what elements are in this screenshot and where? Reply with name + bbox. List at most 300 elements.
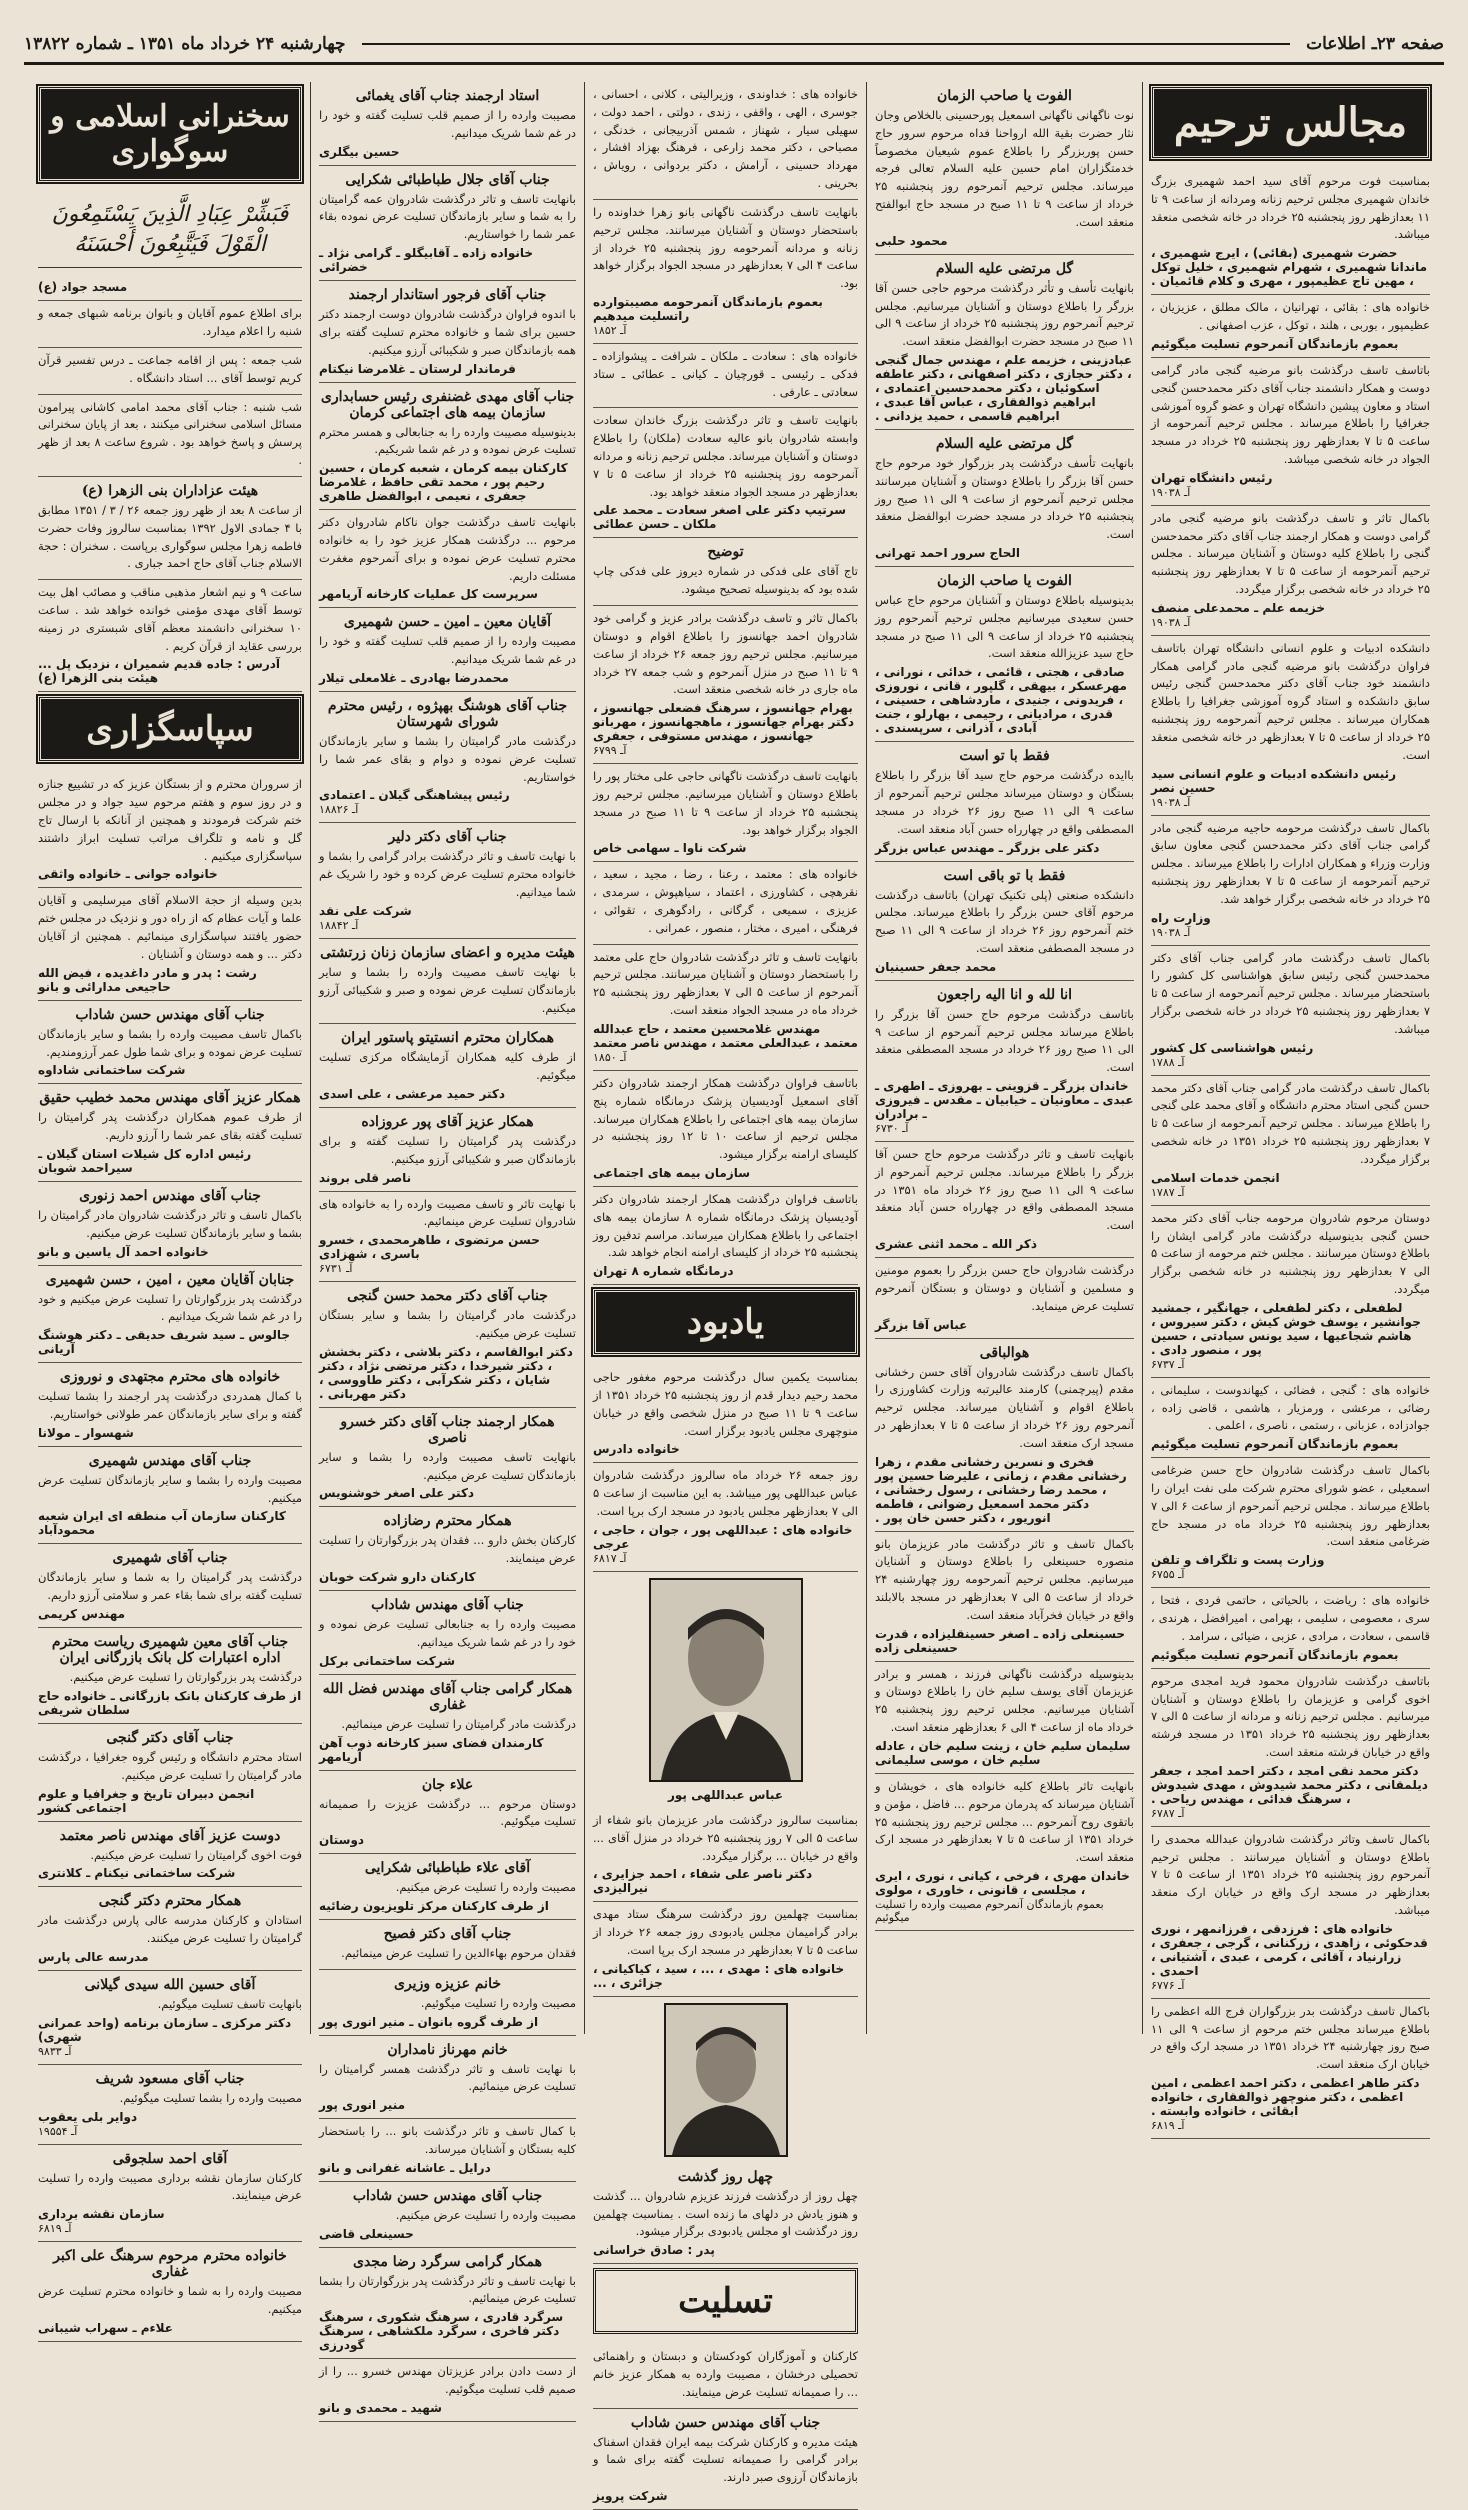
notice-body: مصیبت وارده را تسلیت میگوئیم.: [420, 1995, 576, 2010]
notice: [319, 2119, 576, 2182]
notice: [38, 2145, 302, 2243]
notice-title: الفوت یا صاحب الزمان: [937, 573, 1072, 589]
column-3: [584, 82, 866, 2504]
col2-notices: [875, 82, 1134, 1931]
notice: [319, 166, 576, 281]
notice: [319, 82, 576, 166]
notice-code: آـ ۱۹۵۵۴: [38, 2124, 78, 2138]
notice-body: درگذشت پدر بزرگوارتان را تسلیت عرض میکنیم و خود را در غم شما شریک میدانیم .: [38, 1291, 302, 1324]
verse-signature: [38, 274, 302, 301]
notice-signature: کارکنان دارو شرکت خوبان: [319, 1570, 476, 1585]
notice-signature: محمدرضا بهادری ـ غلامعلی تیلار: [319, 671, 509, 685]
notice-signature: مدرسه عالی پارس: [38, 1949, 149, 1964]
notice: [38, 1084, 302, 1182]
notice: [38, 1971, 302, 2065]
notice-title: هیئت مدیره و اعضای سازمان زنان زرتشتی: [320, 944, 575, 961]
notice-signature: خانواده های : مهدی ، ... ، سید ، کیاکیانی ، جزائری ، ...: [593, 1961, 845, 1990]
notice: [38, 772, 302, 888]
notice: [319, 692, 576, 823]
issue-date: چهارشنبه ۲۴ خرداد ماه ۱۳۵۱ ـ شماره ۱۳۸۲۲: [24, 34, 346, 54]
notice-body: بدینوسیله باطلاع دوستان و آشنایان مرحوم حاج عباس حسن سعیدی میرسانیم مجلس ترحیم آنمرحوم روز پنجشنبه ۲۵ خرداد از ساعت ۹ الی ۱۱ صبح در مسجد حاج سید عزیزالله منعقد است.: [875, 593, 1134, 661]
notice-body: مصیبت وارده را از صمیم قلب تسلیت گفته و خود را در غم شما شریک میدانیم.: [319, 634, 576, 667]
notice-signature: محمد جعفر حسینیان: [875, 959, 997, 974]
notice: [1151, 506, 1430, 636]
notice-body: خانواده های : خداوندی ، وزیرالیتی ، کلانی ، احسانی ، جوسری ، الهی ، واقفی ، زندی ، دولتی ، احمد دولت ، سهیلی سیار ، شهناز ، شمس آذربیجانی ، خدنگی ، مصباحی ، دکتر محمد زارعی ، فرهنگ بهزاد افشار ، مهرداد حسینی ، آرامش ، دکتر بردوانی ، رویاش ، بحرینی .: [593, 87, 858, 191]
notice-title: هیئت عزاداران بنی الزهرا (ع): [81, 482, 259, 499]
notice-body: استاد محترم دانشگاه و رئیس گروه جغرافیا ، درگذشت مادر گرامیتان را تسلیت عرض میکنیم.: [38, 1749, 302, 1782]
banner-yadbud: یادبود: [593, 1289, 858, 1355]
notice-body: بدینوسیله درگذشت ناگهانی فرزند ، همسر و برادر عزیزمان آقای یوسف سلیم خان را باطلاع دوستان و آشنایان میرسانیم. مجلس ترحیم روز پنجشنبه ۲۵ خرداد ماه از ساعت ۴ الی ۶ بعدازظهر منعقد است.: [875, 1666, 1134, 1735]
portrait-1-image: [651, 1580, 801, 1780]
notice-code: آـ ۶۷۵۵: [1151, 1568, 1185, 1582]
notice-signature: دکتر محمد نقی امجد ، دکتر احمد امجد ، جعفر دیلمقانی ، دکتر محمد شیدوش ، مهدی شیدوش ، سرهنگ فدائی ، مهندس ریاحی .: [1151, 1763, 1428, 1806]
notice-body: بمناسبت سالروز درگذشت مادر عزیزمان بانو شفاء از ساعت ۵ الی ۷ روز پنجشنبه ۲۵ خرداد در منزل آقای ... واقع در خیابان ... برگزار میگردد.: [593, 1812, 858, 1863]
notice: [593, 2409, 858, 2510]
notice-signature: کارکنان سازمان آب منطقه ای ایران شعبه محمودآباد: [38, 1509, 286, 1538]
notice-body: مصیبت وارده را بشما تسلیت میگوئیم.: [119, 2090, 302, 2105]
notice-body: بانهایت تاسف تسلیت میگوئیم.: [157, 1996, 302, 2011]
notice: [875, 1532, 1134, 1662]
notice: [38, 301, 302, 348]
notice: [593, 1902, 858, 1996]
notice-body: خانواده های : معتمد ، رعنا ، رضا ، مجید ، سعید ، نقرهچی ، کشاورزی ، اعتماد ، سیاهپوش ، سرمدی ، عزیزی ، سمیعی ، گرگانی ، رادگوهری ، تقوائی ، فرهنگی ، امیری ، مختار ، منصور ، عمرانی .: [593, 867, 858, 935]
notice-signature: سرگرد قادری ، سرهنگ شکوری ، سرهنگ دکتر فاخری ، سرگرد ملکشاهی ، سرهنگ گودرزی: [319, 2310, 564, 2353]
notice-body: بانهایت تاسف و تاثر درگذشت مرحوم حاج حسن آقا بزرگر را باطلاع میرساند. مجلس ترحیم آنمرحوم از ساعت ۹ الی ۱۱ صبح روز ۲۶ خرداد ماه ۱۳۵۱ در مسجد المصطفی واقع در چهارراه حسن آباد منعقد است.: [875, 1147, 1134, 1233]
notice-body: برای اطلاع عموم آقایان و بانوان برنامه شبهای جمعه و شنبه را اعلام میدارد.: [38, 306, 302, 339]
notice-body: درگذشت مادر گرامیتان را تسلیت عرض مینمائیم.: [341, 1716, 576, 1731]
notice: [38, 1544, 302, 1628]
notice-title: استاد ارجمند جناب آقای یغمائی: [355, 88, 540, 104]
notice-body: از ساعت ۸ بعد از ظهر روز جمعه ۲۶ / ۳ / ۱۳۵۱ مطابق با ۴ جمادی الاول ۱۳۹۲ بمناسبت سالروز وفات حضرت فاطمه زهرا مجلس سوگواری برپاست . سخنران : حجة الاسلام جناب آقای حاج احمد جباری .: [38, 502, 303, 571]
notice-body: با نهایت تاسف و تاثر درگذشت برادر گرامی را بشما و خانواده محترم تسلیت عرض کرده و خود را شریک غم شما میدانیم.: [319, 849, 576, 900]
notice-body: کارکنان بخش دارو ... فقدان پدر بزرگوارتان را تسلیت عرض مینمایند.: [319, 1533, 576, 1566]
notice: [593, 606, 858, 764]
notice-code: آـ ۶۸۱۷: [593, 1551, 627, 1565]
notice-signature: درمانگاه شماره ۸ تهران: [593, 1264, 734, 1279]
notice-body: روز جمعه ۲۶ خرداد ماه سالروز درگذشت شادروان عباس عبداللهی پور میباشد. به این مناسبت از ساعت ۵ الی ۷ بعدازظهر مجلس یادبود در مسجد ارک برپا است.: [593, 1468, 858, 1519]
notice-body: با اندوه فراوان درگذشت شادروان دوست ارجمند دکتر حسین برای شما و خانواده محترم تسلیت گفته برای همه بازماندگان صبر و شکیبائی آرزو میکنیم.: [319, 307, 576, 357]
notice-body: دانشکده صنعتی (پلی تکنیک تهران) باتاسف درگذشت مرحوم آقای حسن بزرگر را باطلاع میرساند. مجلس ختم آنمرحوم روز ۲۶ خرداد از ساعت ۹ الی ۱۱ صبح در مسجد المصطفی منعقد است.: [875, 887, 1134, 955]
notice-signature: شرکت ناوا ـ سهامی خاص: [593, 841, 747, 856]
col3-yadbud: [593, 1365, 858, 1572]
notice-body: ساعت ۹ و نیم اشعار مذهبی مناقب و مصائب اهل بیت توسط آقای مهدی مؤمنی خوانده خواهد شد . ساعت ۱۰ سخنرانی دانشمند معظم آقای شبستری در زمینه بررسی عقاید از قرآن کریم .: [38, 585, 302, 653]
notice-code: آـ ۱۸۸۲۶: [319, 803, 359, 817]
notice: [38, 1447, 302, 1545]
notice-title: چهل روز گذشت: [677, 2168, 774, 2185]
notice-title: گل مرتضی علیه السلام: [935, 260, 1074, 277]
notice-body: از دست دادن برادر عزیزتان مهندس خسرو ... را از صمیم قلب تسلیت میگوئیم.: [319, 2364, 576, 2397]
notice: [593, 1463, 858, 1571]
notice: [319, 1024, 576, 1108]
notice-title: خانم عزیزه وزیری: [393, 1975, 502, 1992]
notice-body: شب شنبه : جناب آقای محمد امامی کاشانی پیرامون مسائل اسلامی سخنرانی میکنند ، بعد از پایان سخنرانی پرسش و پاسخ خواهد بود . شروع ساعت ۸ بعد از ظهر .: [38, 399, 302, 468]
notice-body: دانشکده ادبیات و علوم انسانی دانشگاه تهران باتاسف فراوان درگذشت بانو مرضیه گنجی مادر گرامی همکار دانشمند خود جناب آقای دکتر محمدحسن گنجی رئیس سابق دانشکده و استاد گروه آموزشی جغرافیا را باطلاع همکاران میرساند . مجلس ترحیم آنمرحومه روز پنجشنبه ۲۵ خرداد از ساعت ۵ تا ۷ بعدازظهر در خانه شخصی منعقد است.: [1151, 640, 1430, 762]
notice-signature: جالوس ـ سید شریف حدیقی ـ دکتر هوشنگ آریانی: [38, 1328, 291, 1357]
notice-body: بمناسبت فوت مرحوم آقای سید احمد شهمیری بزرگ خاندان شهمیری مجلس ترحیم زنانه ومردانه از ساعت ۹ تا ۱۱ بعدازظهر روز پنجشنبه ۲۵ خرداد در خانه شخصی منعقد میباشد.: [1151, 174, 1430, 242]
notice: [319, 1192, 576, 1283]
notice-body: باکمال تاسف درگذشت شادروان حاج حسن ضرغامی اسمعیلی ، عضو شورای محترم شرکت ملی نفت ایران را باطلاع میرساند . مجلس ترحیم آنمرحوم از ساعت ۶ الی ۷ بعدازظهر روز پنجشنبه ۲۵ خرداد ماه در مسجد حاج ضرغامی منعقد است.: [1151, 1463, 1431, 1549]
notice-signature: از طرف کارکنان مرکز تلویزیون رضائیه: [319, 1898, 549, 1913]
page-number: صفحه ۲۳ـ اطلاعات: [1306, 34, 1444, 54]
notice-title: جناب آقای دکتر گنجی: [106, 1729, 234, 1746]
notice-body: بانهایت تاسف و تاثر درگذشت بزرگ خاندان سعادت وابسته شادروان بانو عالیه سعادت (ملکان) را باطلاع دوستان و آشنایان میرساند. مجلس ترحیم زنانه و مردانه آنمرحومه روز پنجشنبه ۲۵ خرداد از ساعت ۵ تا ۷ بعدازظهر در مسجد الجواد منعقد خواهد بود.: [593, 413, 859, 499]
header-rule: [362, 43, 1291, 45]
notice-body: باتاسف درگذشت مرحوم حاج حسن آقا بزرگر را باطلاع میرساند مجلس ترحیم آنمرحوم از ساعت ۹ الی ۱۱ صبح روز ۲۶ خرداد در مسجد المصطفی منعقد است.: [875, 1006, 1134, 1075]
notice-signature: حسن مرتضوی ، طاهرمحمدی ، خسرو باسری ، شهزادی: [319, 1233, 540, 1262]
notice: [875, 981, 1134, 1142]
notice-body: از طرف کلیه همکاران آزمایشگاه مرکزی تسلیت میگوئیم.: [319, 1050, 576, 1083]
notice-signature: فخری و نسرین رخشانی مقدم ، زهرا رخشانی مقدم ، زمانی ، علیرضا حسین پور ، محمد رضا رخشانی ، رسول رخشانی ، دکتر محمد اسمعیل رضوانی ، فاطمه انوریور ، دکتر حسن خان پور .: [875, 1454, 1127, 1525]
notice-title: جناب آقای مهندس حسن شاداب: [352, 2187, 543, 2204]
notice: [319, 939, 576, 1024]
notice: [875, 430, 1134, 567]
notice-signature: دکتر علی اصغر خوشنویس: [319, 1486, 475, 1501]
notice-title: خانم مهرناز نامداران: [387, 2041, 508, 2058]
column-1: [1142, 82, 1438, 2133]
notice-code: آـ ۶۷۷۶: [1151, 1978, 1185, 1992]
notice-signature: دکتر ابوالقاسم ، دکتر بلاشی ، دکتر بخشش ، دکتر شیرخدا ، دکتر مرتضی نژاد ، دکتر شایان ، دکتر شکرآبی ، دکتر طاووسی ، دکتر مهربانی .: [319, 1344, 573, 1401]
notice-body: بمناسبت یکمین سال درگذشت مرحوم مغفور حاجی محمد رحیم دیدار قدم از روز پنجشنبه ۲۵ خرداد ۱۳۵۱ از ساعت ۹ تا ۱۱ صبح در منزل شخصی واقع در خیابان منوچهری مجلس یادبود برگزار است.: [593, 1370, 859, 1438]
notice-signature: الحاج سرور احمد تهرانی: [875, 546, 1020, 560]
notice-code: آـ ۶۷۹۹: [593, 744, 627, 758]
notice-signature: بهرام جهانسوز ، سرهنگ فضعلی جهانسوز ، دکتر بهرام جهانسوز ، ماهجهانسوز ، مهربانو جهانسوز ، مهندس مستوفی ، جعفری: [593, 701, 855, 744]
notice-title: همکاران محترم انستیتو پاستور ایران: [340, 1030, 555, 1047]
notice-code: آـ ۱۷۸۷: [1151, 1185, 1185, 1199]
notice-signature: رئیس دانشکده ادبیات و علوم انسانی سید حسین نصر: [1151, 766, 1397, 795]
column-5: [30, 82, 310, 2335]
notice-signature: از طرف کارکنان بانک بازرگانی ـ خانواده حاج سلطان شریفی: [38, 1688, 302, 1717]
notice: [1151, 1588, 1430, 1668]
notice-title: جناب آقای مسعود شریف: [95, 2070, 245, 2087]
notice: [875, 82, 1134, 255]
notice-body: خانواده های : ریاضت ، بالحیاتی ، حاتمی فردی ، فتحا ، سری ، معصومی ، سلیمی ، بهرامی ، امیرافضل ، هرندی ، قاسمی ، سعادت ، مرادی ، عزبی ، ضیائی ، سرامد .: [1151, 1593, 1430, 1643]
notice: [38, 1363, 302, 1447]
notice: [319, 1854, 576, 1920]
notice-signature: انجمن خدمات اسلامی: [1151, 1170, 1280, 1185]
notice-body: چهل روز از درگذشت فرزند عزیزم شادروان ... گذشت و هنوز یادش در دلهای ما زنده است . بمناسبت چهلمین روز درگذشت او مجلس یادبودی برگزار میشود.: [593, 2188, 858, 2239]
notice: [319, 1408, 576, 1508]
notice-body: باتاسف فراوان درگذشت همکار ارجمند شادروان دکتر آقای اسمعیل آودیسیان پزشک درمانگاه شماره پنج سازمان بیمه های اجتماعی را باطلاع همکاران میرساند. مجلس ترحیم از ساعت ۱۰ تا ۱۲ روز پنجشنبه در کلیسای ارامنه برگزار میشود.: [593, 1075, 858, 1162]
notice: [319, 1591, 576, 1675]
notice-signature: شرکت ساختمانی برکل: [319, 1653, 456, 1668]
notice-signature: سرتیپ دکتر علی اصغر سعادت ـ محمد علی ملکان ـ حسن عطائی: [593, 503, 846, 532]
notice-body: بانهایت تاسف و تاثر درگذشت شادروان حاج علی معتمد را باستحضار دوستان و آشنایان میرسانند. مجلس ترحیم آنمرحوم از ساعت ۵ الی ۷ بعدازظهر روز پنجشنبه ۲۵ خرداد ماه در مسجد الجواد منعقد است.: [593, 949, 858, 1018]
notice-title: جناب آقای مهدی غضنفری رئیس حسابداری سازمان بیمه های اجتماعی کرمان: [320, 388, 575, 421]
notice: [1151, 636, 1430, 816]
notice: [319, 1507, 576, 1591]
col3-taslit: [593, 2344, 858, 2510]
notice-body: مصیبت وارده را تسلیت عرض میکنیم.: [395, 2207, 576, 2222]
notice-title: جناب آقای دکتر فصیح: [383, 1925, 512, 1942]
notice: [38, 1182, 302, 1266]
notice-title: جناب آقای فرجور استاندار ارجمند: [348, 287, 547, 304]
notice-code: آـ ۱۸۸۴۲: [319, 918, 359, 932]
notice: [1151, 946, 1430, 1076]
notice-title: جناب آقای مهندس حسن شاداب: [75, 1006, 265, 1023]
notice-title: همکار محترم رضازاده: [383, 1513, 512, 1530]
notice-body: درگذشت مادر گرامیتان را بشما و سایر بستگان تسلیت عرض میکنیم.: [319, 1308, 576, 1340]
notice: [1151, 1669, 1430, 1827]
notice-code: آـ ۱۸۵۰: [593, 1050, 627, 1064]
notice-code: آـ ۹۸۳۳: [38, 2044, 72, 2058]
col4-notices: [319, 82, 576, 2422]
notice-body: بانهایت تأسف و تأثر درگذشت مرحوم حاجی حسن آقا بزرگر را باطلاع دوستان و آشنایان میرسانیم. مجلس ترحیم آنمرحوم روز پنجشنبه ۲۵ خرداد از ساعت ۹ الی ۱۱ صبح در مسجد حضرت ابوالفضل منعقد است.: [875, 280, 1134, 349]
notice-body: بانهایت تاسف درگذشت ناگهانی بانو زهرا خداونده را باستحضار دوستان و آشنایان میرسانند. مجلس ترحیم زنانه و مردانه آنمرحومه روز پنجشنبه ۲۵ خرداد از ساعت ۴ الی ۷ بعدازظهر در مسجد الجواد برگزار خواهد بود.: [593, 204, 858, 291]
col5-notices: [38, 301, 302, 692]
notice-body: درگذشت مادر گرامیتان را بشما و سایر بازماندگان تسلیت عرض نموده و دوام و بقای عمر شما را خواستاریم.: [319, 734, 576, 784]
notice-signature: سازمان بیمه های اجتماعی: [593, 1165, 751, 1180]
notice: [319, 2182, 576, 2248]
notice-title: انا لله و انا الیه راجعون: [936, 986, 1073, 1003]
notice-title: جنابان آقایان معین ، امین ، حسن شهمیری: [45, 1271, 295, 1288]
notice-title: فقط با تو باقی است: [943, 867, 1066, 884]
notice-title: گل مرتضی علیه السلام: [935, 435, 1074, 452]
notice-signature: بعموم بازماندگان آنمرحوم تسلیت میگوئیم: [1151, 1647, 1399, 1662]
notice-body: از طرف عموم همکاران درگذشت پدر گرامیتان را تسلیت گفته بقای عمر شما را آرزو داریم.: [38, 1110, 302, 1143]
notice-signature: حسینعلی قاضی: [319, 2226, 414, 2241]
notice-signature: آدرس : جاده قدیم شمیران ، نزدیک پل ... هیئت بنی الزهرا (ع): [38, 657, 280, 686]
notice-body: بانهایت تاثر باطلاع کلیه خانواده های ، خویشان و آشنایان میرساند که پدرمان مرحوم ... فاضل ، مؤمن و باتقوی روح آنمرحوم ... مجلس ترحیم روز پنجشنبه ۲۵ خرداد ۱۳۵۱ از ساعت ۵ تا ۷ بعدازظهر در مسجد ارک منعقد است.: [875, 1778, 1134, 1865]
notice: [1151, 295, 1430, 358]
notice-signature: دکتر ناصر علی شفاء ، احمد جزایری ، نیرالیزدی: [593, 1867, 813, 1896]
notice: [319, 608, 576, 692]
notice: [38, 888, 302, 1000]
notice-body: بانهایت تاسف مصیبت وارده را بشما و سایر بازماندگان تسلیت عرض میکنیم.: [319, 1449, 576, 1482]
notice: [319, 1771, 576, 1855]
notice-signature: رئیس اداره کل شیلات استان گیلان ـ سیراحمد شوبان: [38, 1146, 252, 1175]
notice-signature: دکتر حمید مرعشی ، علی اسدی: [319, 1086, 505, 1101]
notice: [875, 1339, 1134, 1532]
notice: [875, 255, 1134, 430]
notice-signature: شهید ـ محمدی و بانو: [319, 2400, 442, 2415]
notice-title: آقای حسین الله سیدی گیلانی: [84, 1976, 256, 1993]
notice-signature: سلیمان سلیم خان ، زینت سلیم خان ، عادله سلیم خان ، موسی سلیمانی: [875, 1738, 1131, 1767]
notice-body: باکمال تاسف درگذشت مادر گرامی جناب آقای دکتر محمدحسن گنجی رئیس سابق هواشناسی کل کشور را باستحضار میرساند . مجلس ترحیم آنمرحومه از ساعت ۵ تا ۷ بعدازظهر روز پنجشنبه ۲۵ خرداد در خانه شخصی برگزار میباشد.: [1151, 950, 1430, 1036]
notice-signature: خاندان مهری ، فرخی ، کیانی ، نوری ، ایری ، مجلسی ، قانونی ، خاوری ، مولوی: [875, 1868, 1130, 1897]
notice-signature: حضرت شهمیری (بقائی) ، ایرج شهمیری ، ماندانا شهمیری ، شهرام شهمیری ، خلیل توکل ، مهین تاج عظیمپور ، مهری و کلام قائمیان .: [1151, 246, 1428, 289]
notice-signature: حسین بیگلری: [319, 144, 400, 159]
notice-body: باکمال تاسف درگذشت بدر بزرگواران فرج الله اعظمی را باطلاع میرساند مجلس ختم مرحوم از ساعت ۹ الی ۱۱ صبح روز چهارشنبه ۲۴ خرداد ۱۳۵۱ در مسجد ارک واقع در خیابان ارک منعقد است.: [1151, 2003, 1430, 2072]
notice-title: توضیح: [707, 544, 744, 561]
notice-body: مصیبت وارده را به شما و خانواده محترم تسلیت عرض میکنیم.: [38, 2284, 302, 2316]
notice-body: با نهایت تاسف مصیبت وارده را بشما و سایر بازماندگان تسلیت عرض نموده و صبر و شکیبائی آرزو میکنیم.: [319, 964, 576, 1015]
notice-body: خانواده های : سعادت ـ ملکان ـ شرافت ـ پیشوازاده ـ فدکی ـ رئیسی ـ قورچیان ـ کیانی ـ عطائی ـ ستاد سعادتی ـ عارفی .: [593, 348, 858, 399]
notice-code: آـ ۱۷۸۸: [1151, 1055, 1185, 1069]
portrait-1-caption: عباس عبداللهی پور: [667, 1787, 784, 1802]
notice-signature: حسینعلی زاده ـ اصغر حسینقلیزاده ، قدرت حسینعلی زاده: [875, 1626, 1126, 1655]
notice: [319, 1675, 576, 1771]
notice-body: با نهایت تاسف و تاثر درگذشت پدر بزرگوارتان را بشما تسلیت عرض مینمائیم.: [319, 2273, 576, 2306]
notice-code: آـ ۶۷۳۱: [319, 1262, 353, 1276]
notice: [38, 477, 302, 580]
notice-title: خانواده های محترم مجتهدی و نوروزی: [59, 1369, 281, 1386]
columns: [30, 82, 1438, 2504]
notice-title: همکار عزیز آقای مهندس محمد خطیب حقیق: [39, 1090, 301, 1107]
notice-signature: خانواده احمد آل یاسین و بانو: [38, 1244, 209, 1259]
notice-code: آـ ۶۸۱۹: [38, 2222, 72, 2236]
col3-notices: [593, 82, 858, 1285]
notice-body: درگذشت پدر گرامیتان را تسلیت گفته و برای بازماندگان صبر و شکیبائی آرزو میکنیم.: [319, 1133, 576, 1166]
notice: [319, 823, 576, 938]
notice-body: با نهایت تاسف و تاثر درگذشت همسر گرامیتان را تسلیت عرض مینمائیم.: [319, 2061, 576, 2094]
notice: [319, 281, 576, 382]
notice-body: باکمال تاسف مصیبت وارده را بشما و سایر بازماندگان تسلیت عرض نموده و برای شما طول عمر آرزومندیم.: [38, 1026, 302, 1059]
notice-title: علاء جان: [421, 1776, 474, 1793]
notice-signature: مهندس غلامحسین معتمد ، حاج عبدالله معتمد ، عبدالعلی معتمد ، مهندس ناصر معتمد: [593, 1021, 858, 1050]
notice-signature: صادقی ، هجتی ، قائمی ، خدائی ، نورانی ، مهرعسکر ، بیهقی ، گلپور ، قانی ، نوروزی ، فریدونی ، جنیدی ، ماردشاهی ، حسینی ، قدری ، مرادیانی ، رحیمی ، بهارلو ، جنت آبادی ، آذرانی ، سرپسندی .: [875, 665, 1127, 736]
notice: [593, 1071, 858, 1187]
notice-body: با کمال تاسف و تاثر درگذشت بانو ... را باستحضار کلیه بستگان و آشنایان میرساند.: [319, 2124, 576, 2156]
notice: [875, 1258, 1134, 1338]
notice: [38, 1628, 302, 1724]
notice-signature: کارکنان بیمه کرمان ، شعبه کرمان ، حسین رحیم پور ، محمد تقی حافظ ، غلامرضا جعفری ، نعیمی ، ابوالفضل طاهری: [319, 461, 568, 504]
notice-signature: بعموم بازماندگان آنمرحوم تسلیت میگوئیم: [1151, 1437, 1399, 1452]
notice: [593, 945, 858, 1071]
notice-body: باکمال تاسف درگذشت شادروان آقای حسن رخشانی مقدم (پیرچمنی) کارمند عالیرتبه وزارت کشاورزی را باطلاع اقوام و آشنایان میرساند. مجلس ترحیم آنمرحوم روز ۲۶ خرداد از ساعت ۵ تا ۷ بعدازظهر در مسجد ارک منعقد است.: [875, 1364, 1135, 1450]
notice-body: بانهایت تاسف درگذشت ناگهانی حاجی علی مختار پور را باطلاع دوستان و آشنایان میرسانیم. مجلس ترحیم روز پنجشنبه ۲۵ خرداد از ساعت ۹ تا ۱۱ صبح در مسجد الجواد برگزار خواهد بود.: [593, 769, 858, 837]
notice: [875, 742, 1134, 861]
notice: [319, 383, 576, 511]
banner-sepasgozari: سپاسگزاری: [38, 696, 302, 762]
notice-title: همکار گرامی جناب آقای مهندس فضل الله غفاری: [322, 1680, 573, 1713]
notice-signature: خانواده های : عبداللهی پور ، جوان ، حاجی ، عرجی: [593, 1522, 853, 1551]
notice-body: خانواده های : گنجی ، فضائی ، کیهاندوست ، سلیمانی ، رضائی ، مرعشی ، ورمزیار ، هاشمی ، قاضی زاده ، جوادزاده ، عزبانی ، رستمی ، ناصری ، اعلمی .: [1151, 1382, 1430, 1433]
notice-signature: شهسوار ـ مولانا: [38, 1425, 134, 1440]
notice-body: خانواده های : بقائی ، تهرانیان ، مالک مطلق ، عزیزیان ، عظیمپور ، بوربی ، هلند ، توکل ، عزب اصفهانی .: [1151, 300, 1430, 333]
notice-title: دوست عزیز آقای مهندس ناصر معتمد: [59, 1827, 281, 1844]
notice-signature: رئیس هواشناسی کل کشور: [1151, 1040, 1314, 1055]
notice: [319, 510, 576, 608]
notice-signature: انجمن دبیران تاریخ و جغرافیا و علوم اجتماعی کشور: [38, 1786, 255, 1815]
notice: [1151, 1076, 1430, 1206]
notice-body: با نهایت تاثر و تاسف مصیبت وارده را به خانواده های شادروان تسلیت عرض مینمائیم.: [319, 1196, 576, 1229]
notice-signature: خانواده جوانی ـ خانواده واثقی: [38, 867, 218, 882]
portrait-photo-2: [664, 2003, 788, 2157]
notice-body: از سروران محترم و از بستگان عزیز که در تشییع جنازه و در روز سوم و هفتم مرحوم سید جواد و در مجلس ختم شرکت فرمودند و همچنین از آنانکه با ارسال تاج گل و نامه و تلگراف مراتب تسلیت ابراز داشتند سپاسگزاری میکنیم .: [38, 777, 302, 863]
notice: [1151, 169, 1430, 295]
portrait-2-image: [666, 2005, 786, 2155]
notice-body: باکمال تاثر و تاسف درگذشت بانو مرضیه گنجی مادر گرامی دوست و همکار ارجمند جناب آقای دکتر محمدحسن گنجی را باطلاع کلیه دوستان و آشنایان میرساند . مجلس ترحیم آنمرحومه از ساعت ۵ تا ۷ بعدازظهر روز پنجشنبه ۲۵ خرداد در خانه شخصی برگزار میگردد.: [1151, 510, 1431, 596]
notice-body: باکمال تاسف و تاثر درگذشت مادر عزیزمان بانو منصوره حسینعلی را باطلاع دوستان و آشنایان میرسانیم. مجلس ترحیم آنمرحومه روز چهارشنبه ۲۴ خرداد از ساعت ۵ الی ۷ بعدازظهر در مسجد بالابلند واقع در خیابان فخرآباد منعقد است.: [875, 1536, 1134, 1622]
notice: [1151, 1378, 1430, 1458]
notice-title: جناب آقای دکتر دلیر: [388, 829, 507, 846]
notice-signature: خانواده زاده ـ آقابیگلو ـ گرامی نژاد ـ خضرائی: [319, 246, 534, 275]
notice: [319, 2359, 576, 2422]
notice-signature: عبادزینی ، خزیمه علم ، مهندس جمال گنجی ، دکتر حجازی ، دکتر اصفهانی ، دکتر عاطفه اسکوئیان ، دکتر محمدحسین اعتمادی ، ابراهیم ذوالفقاری ، عباس آقا عبدی ، ابراهیم قاسمی ، حمید یزدانی .: [875, 352, 1133, 423]
notice: [1151, 358, 1430, 506]
notice-body: بدینوسیله مصیبت وارده را به جنابعالی و همسر محترم تسلیت عرض نموده و در غم شما شریکیم.: [319, 424, 576, 457]
notice-signature: ناصر قلی بروند: [319, 1170, 412, 1185]
notice-title: هوالباقی: [979, 1344, 1030, 1361]
notice-code: آـ ۱۹۰۳۸: [1151, 485, 1191, 499]
col5-sepas: [38, 772, 302, 2341]
notice-signature: وزارت پست و تلگراف و تلفن: [1151, 1553, 1325, 1568]
notice: [593, 408, 858, 538]
notice-body: باکمال تاثر و تاسف درگذشت برادر عزیز و گرامی خود شادروان احمد جهانسوز را باطلاع اقوام و دوستان میرسانیم. مجلس ترحیم روز جمعه ۲۶ خرداد از ساعت ۹ تا ۱۱ صبح در منزل آنمرحوم و شب جمعه ۲۷ خرداد ماه جاری در خانه شخصی منعقد است.: [593, 611, 859, 697]
col3-yadbud3: [593, 2163, 858, 2264]
notice-code: آـ ۱۹۰۳۸: [1151, 925, 1191, 939]
notice-signature: از طرف گروه بانوان ـ منیر انوری پور: [319, 2014, 539, 2029]
notice-code: آـ ۶۷۳۰: [875, 1122, 909, 1135]
notice: [319, 1108, 576, 1192]
notice-body: دوستان مرحوم ... درگذشت عزیزت را صمیمانه تسلیت میگوئیم.: [319, 1796, 576, 1829]
notice-body: شب جمعه : پس از اقامه جماعت ـ درس تفسیر قرآن کریم توسط آقای ... استاد دانشگاه .: [38, 353, 302, 385]
notice-body: درگذشت پدر بزرگوارتان را تسلیت عرض میکنیم.: [69, 1670, 302, 1685]
notice: [38, 580, 302, 692]
notice-body: بانهایت تاسف و تاثر درگذشت شادروان عمه گرامیتان را به شما و سایر بازماندگان تسلیت عرض نموده بقاء عمر شما را خواستاریم.: [319, 191, 576, 242]
notice: [593, 200, 858, 344]
notice-title: همکار ارجمند جناب آقای دکتر خسرو ناصری: [340, 1413, 555, 1446]
notice: [875, 1662, 1134, 1774]
notice-signature: دکتر طاهر اعظمی ، دکتر احمد اعظمی ، امین اعظمی ، دکتر منوچهر ذوالفقاری ، خانواده ابقائی ، خانواده وابسته .: [1151, 2076, 1420, 2119]
notice: [1151, 1206, 1430, 1378]
notice-signature: بعموم بازماندگان آنمرحومه مصیبتوارده راتسلیت میدهیم: [593, 294, 823, 323]
notice-signature: محمود حلبی: [875, 233, 948, 248]
notice: [1151, 1999, 1430, 2139]
notice-signature: ذکر الله ـ محمد اثنی عشری: [875, 1237, 1037, 1252]
notice-body: بدین وسیله از حجة الاسلام آقای میرسلیمی و آقایان علما و آیات عظام که از راه دور و نزدیک در مجلس ختم حضور یافتند سپاسگزاری مینمائیم . همچنین از آقایان دکتر ... و همه دوستان و آشنایان .: [38, 893, 302, 961]
notice-body: بانهایت تاسف درگذشت جوان ناکام شادروان دکتر مرحوم ... درگذشت همکار عزیز خود را به خانواده محترم تسلیت عرض نموده و برای آنمرحوم مغفرت مسئلت داریم.: [319, 515, 576, 583]
notice: [38, 1266, 302, 1364]
notice: [38, 1724, 302, 1822]
notice-signature: پدر : صادق خراسانی: [593, 2243, 715, 2258]
notice: [319, 1970, 576, 2036]
notice-body: بمناسبت چهلمین روز درگذشت سرهنگ ستاد مهدی برادر گرامیمان مجلس یادبودی روز جمعه ۲۶ خرداد از ساعت ۵ تا ۷ بعدازظهر در مسجد ارک برپا است.: [593, 1907, 858, 1957]
notice-title: جناب آقای مهندس حسن شاداب: [630, 2414, 821, 2431]
notice-body: باکمال تاسف درگذشت مرحومه حاجیه مرضیه گنجی مادر گرامی جناب آقای دکتر محمدحسن گنجی معاون سابق وزارت وزراء و همکاران ادارات را باطلاع میرساند . مجلس ترحیم آنمرحومه از ساعت ۵ تا ۷ بعدازظهر روز پنجشنبه ۲۵ خرداد در خانه شخصی برگزار خواهد شد.: [1151, 820, 1431, 906]
notice: [38, 1001, 302, 1085]
notice-signature: علاءم ـ سهراب شیبانی: [38, 2320, 173, 2335]
portrait-photo-1: [649, 1578, 803, 1782]
notice-body: با کمال همدردی درگذشت پدر ارجمند را بشما تسلیت گفته و برای سایر بازماندگان عمر طولانی خواستاریم.: [38, 1389, 302, 1421]
notice-code: آـ ۶۸۱۹: [1151, 2119, 1185, 2133]
notice-body: باکمال تاسف وتاثر درگذشت شادروان عبدالله محمدی را باطلاع دوستان و آشنایان میرسانند . مجلس ترحیم آنمرحوم روز پنجشنبه ۲۵ خرداد ۱۳۵۱ از ساعت ۵ تا ۷ بعدازظهر در مسجد ارک واقع در خیابان ارک منعقد میباشد.: [1151, 1831, 1431, 1917]
notice-title: جناب آقای مهندس شاداب: [371, 1597, 524, 1614]
notice-body: مصیبت وارده را به جنابعالی تسلیت عرض نموده و خود را در غم شما شریک میدانیم.: [319, 1617, 576, 1649]
notice: [38, 1822, 302, 1888]
notice-body: کارکنان و آموزگاران کودکستان و دبستان و راهنمائی تحصیلی درخشان ، مصیبت وارده به همکار عزیز خانم ... را صمیمانه تسلیت عرض مینمایند.: [593, 2349, 858, 2399]
notice-signature: منیر انوری پور: [319, 2098, 406, 2113]
notice-code: آـ ۶۷۳۷: [1151, 1357, 1185, 1371]
notice: [38, 2065, 302, 2145]
notice: [875, 1142, 1134, 1258]
col1-notices: [1151, 169, 1430, 2139]
notice-body: دوستان مرحوم شادروان مرحومه جناب آقای دکتر محمد حسن گنجی بدینوسیله درگذشت مادر گرامی ایشان را باطلاع دوستان میرسانند . مجلس ختم مرحومه از ساعت ۵ الی ۷ بعدازظهر روز پنجشنبه در خانه شخصی برگزار میگردد.: [1151, 1210, 1430, 1296]
notice-body: فوت اخوی گرامیتان را تسلیت عرض میکنیم.: [90, 1847, 302, 1862]
notice-body: باکمال تاسف درگذشت مادر گرامی جناب آقای دکتر محمد حسن گنجی استاد محترم دانشگاه و آقای محمد علی گنجی را باطلاع میرساند . مجلس ترحیم آنمرحومه از ساعت ۵ تا ۷ بعدازظهر روز پنجشنبه ۲۵ خرداد ۱۳۵۱ در خانه شخصی برگزار میگردد.: [1151, 1080, 1430, 1166]
notice-signature: دوستان: [319, 1833, 365, 1848]
notice: [1151, 816, 1430, 946]
notice-signature: بعموم بازماندگان آنمرحوم تسلیت میگوئیم: [1151, 336, 1399, 351]
notice-body: باتاسف درگذشت شادروان محمود فرید امجدی مرحوم اخوی گرامی و عزیزمان را باطلاع دوستان و آشنایان میرسانیم . مجلس ترحیم زنانه و مردانه از ساعت ۵ الی ۷ بعدازظهر روز پنجشنبه ۲۵ خرداد ۱۳۵۱ در مسجد فرشته واقع در خیابان فرشته منعقد است.: [1151, 1673, 1431, 1759]
notice-signature: رئیس دانشگاه تهران: [1151, 470, 1273, 485]
notice: [319, 2036, 576, 2120]
notice-body: هیئت مدیره و کارکنان شرکت بیمه ایران فقدان اسفناک برادر گرامی را صمیمانه تسلیت گفته برای شما و بازماندگان آرزوی صبر دارند.: [593, 2434, 858, 2485]
notice-signature: سازمان نقشه برداری: [38, 2207, 165, 2222]
col3-yadbud2: [593, 1808, 858, 1997]
notice-body: بانهایت تأسف درگذشت پدر بزرگوار خود مرحوم حاج حسن آقا بزرگر را باطلاع دوستان و آشنایان میرسانند مجلس ترحیم آنمرحوم از ساعت ۹ الی ۱۱ صبح روز پنجشنبه ۲۵ خرداد در مسجد حضرت ابوالفضل منعقد است.: [875, 455, 1134, 542]
notice-signature: خانواده دادرس: [593, 1442, 680, 1457]
notice-title: همکار عزیز آقای پور عروزاده: [361, 1113, 534, 1130]
notice-title: جناب آقای مهندس شهمیری: [88, 1452, 252, 1469]
column-4: [310, 82, 584, 2415]
notice: [593, 2344, 858, 2408]
notice-title: آقای علاء طباطبائی شکرایی: [364, 1860, 531, 1877]
notice-code: آـ ۱۹۰۳۸: [1151, 615, 1191, 629]
notice: [593, 1365, 858, 1463]
notice-title: جناب آقای دکتر محمد حسن گنجی: [347, 1288, 548, 1305]
notice-body: مصیبت وارده را تسلیت عرض میکنیم.: [395, 1880, 576, 1895]
